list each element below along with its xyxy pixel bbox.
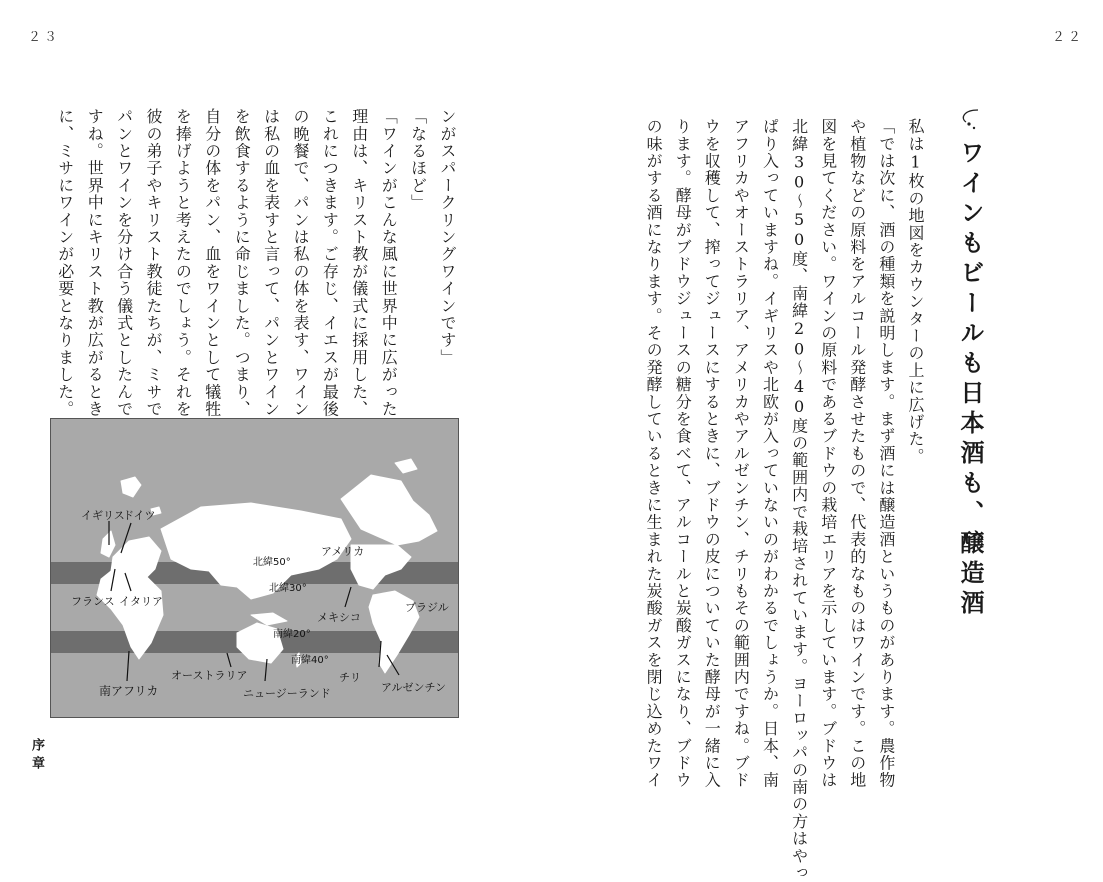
text-line: 「では次に、酒の種類を説明します。まず酒には醸造酒というものがあります。農作物 [876,118,896,789]
text-line: すね。世界中にキリスト教が広がるとき [85,108,105,418]
label-south-africa: 南アフリカ [99,684,159,698]
label-germany: ドイツ [123,509,156,522]
label-france: フランス [71,595,115,608]
label-new-zealand: ニュージーランド [243,687,331,700]
text-line: 彼の弟子やキリスト教徒たちが、ミサで [144,108,163,418]
text-line: の晩餐で、パンは私の体を表す、ワイン [291,108,310,418]
text-line: 北緯30～50度、南緯20～40度の範囲内で栽培されています。ヨーロッパの南の方はやっ [789,118,809,882]
page-number-right: ２２ [1052,30,1085,45]
label-brazil: ブラジル [405,601,449,614]
text-line: これにつきます。ご存じ、イエスが最後 [320,108,340,418]
text-line: パンとワインを分け合う儀式としたんで [114,108,134,418]
label-lat-n50: 北緯50° [253,557,291,568]
text-line: を捧げようと考えたのでしょう。それを [173,108,193,418]
text-line: 「ワインがこんな風に世界中に広がった [379,108,399,418]
label-argentina: アルゼンチン [381,681,447,694]
text-line: ウを収穫して、搾ってジュースにするときに、ブドウの皮についていた酵母が一緒に入 [702,118,722,789]
text-line: ぱり入っていますね。イギリスや北欧が入っていないのがわかるでしょうか。日本、南 [760,118,780,789]
label-lat-n30: 北緯30° [269,583,307,594]
text-line: 私は1枚の地図をカウンターの上に広げた。 [906,118,925,465]
text-line: や植物などの原料をアルコール発酵させたもので、代表的なものはワインです。この地 [847,118,867,789]
text-line: は私の血を表すと言って、パンとワイン [261,108,281,418]
label-lat-s40: 南緯40° [291,655,329,666]
label-america: アメリカ [321,545,365,558]
label-lat-s20: 南緯20° [273,629,311,640]
text-line: ります。酵母がブドウジュースの糖分を食べて、アルコールと炭酸ガスになり、ブドウ [673,118,693,789]
text-line: アフリカやオーストラリア、アメリカやアルゼンチン、チリもその範囲内ですね。ブド [731,118,751,789]
label-italy: イタリア [119,595,163,608]
text-line: 「なるほど」 [408,108,428,212]
text-line: 図を見てください。ワインの原料であるブドウの栽培エリアを示しています。ブドウは [818,118,838,789]
label-mexico: メキシコ [317,611,361,624]
label-australia: オーストラリア [171,669,248,682]
label-uk: イギリス [81,509,125,522]
text-line: を飲食するように命じました。つまり、 [232,108,252,418]
text-line: の味がする酒になります。その発酵しているときに生まれた炭酸ガスを閉じ込めたワイ [644,118,664,789]
section-title: ワインもビールも日本酒も、醸造酒 [956,140,984,620]
page-number-left: ２３ [28,30,61,45]
chapter-label: 序章 [29,738,44,774]
text-line: に、ミサにワインが必要となりました。 [55,108,75,418]
text-line: ンがスパークリングワインです」 [438,108,457,366]
text-line: 理由は、キリスト教が儀式に採用した、 [349,108,369,418]
label-chile: チリ [339,671,361,684]
text-line: 自分の体をパン、血をワインとして犠牲 [202,108,222,418]
heading-ornament-icon [958,108,986,134]
wine-region-map [50,418,459,718]
